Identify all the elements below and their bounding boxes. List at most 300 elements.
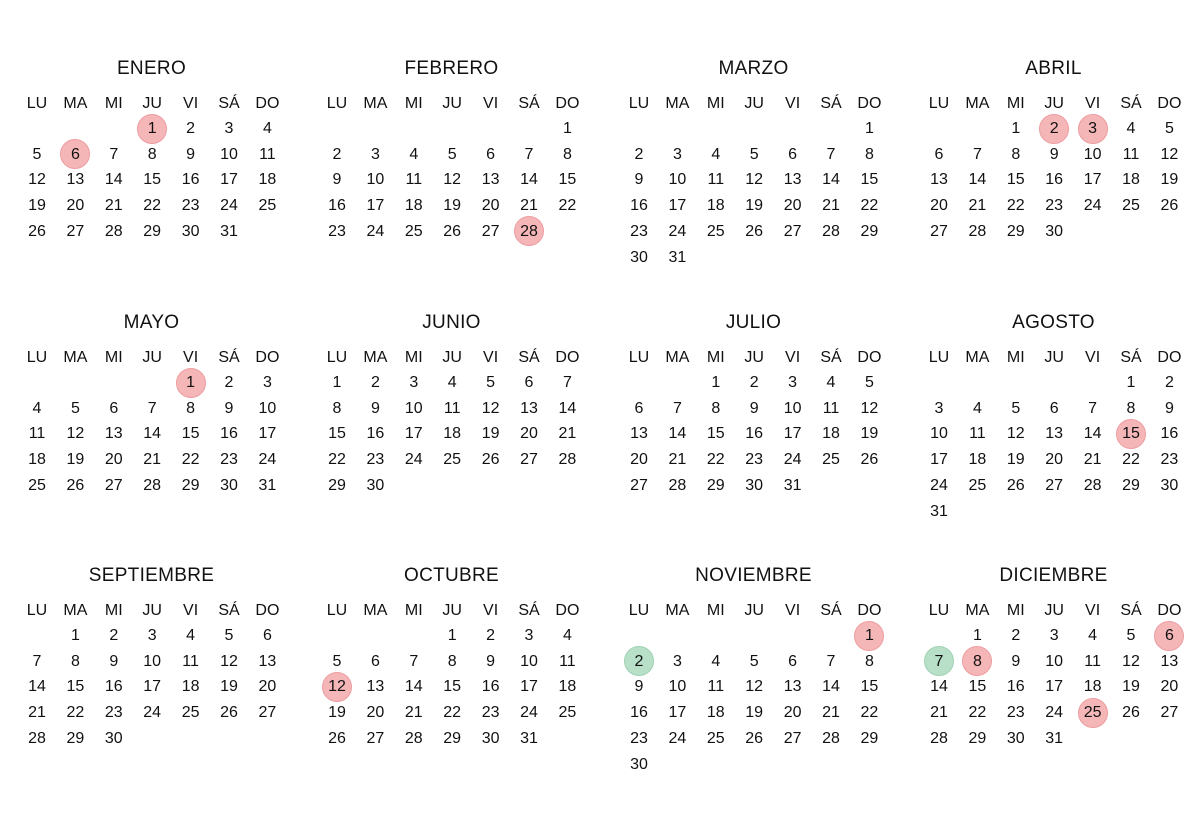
day-cell[interactable] [812, 193, 850, 218]
day-cell[interactable] [510, 193, 548, 218]
day-cell[interactable] [1035, 674, 1073, 699]
day-cell[interactable] [997, 193, 1035, 218]
day-cell[interactable] [210, 193, 248, 218]
day-cell[interactable] [18, 142, 56, 167]
day-cell[interactable] [1112, 167, 1150, 192]
day-cell[interactable] [735, 700, 773, 725]
day-cell[interactable] [548, 193, 586, 218]
day-cell[interactable] [318, 649, 356, 674]
day-cell[interactable] [620, 473, 658, 498]
day-cell[interactable] [56, 396, 94, 421]
day-cell[interactable] [997, 473, 1035, 498]
day-cell[interactable] [697, 219, 735, 244]
day-cell[interactable] [18, 447, 56, 472]
day-cell[interactable] [172, 623, 210, 648]
day-cell[interactable] [356, 193, 394, 218]
day-cell[interactable] [920, 167, 958, 192]
day-cell[interactable] [1035, 219, 1073, 244]
day-cell[interactable] [1035, 726, 1073, 751]
day-cell[interactable] [774, 370, 812, 395]
day-cell[interactable] [133, 674, 171, 699]
day-cell[interactable] [850, 421, 888, 446]
day-cell[interactable] [658, 473, 696, 498]
day-cell[interactable] [548, 370, 586, 395]
day-cell[interactable] [958, 649, 996, 674]
day-cell[interactable] [395, 674, 433, 699]
day-cell[interactable] [1150, 142, 1188, 167]
day-cell[interactable] [812, 700, 850, 725]
day-cell[interactable] [433, 370, 471, 395]
day-cell[interactable] [774, 142, 812, 167]
day-cell[interactable] [548, 116, 586, 141]
day-cell[interactable] [997, 447, 1035, 472]
day-cell[interactable] [620, 142, 658, 167]
day-cell[interactable] [318, 167, 356, 192]
day-cell[interactable] [620, 752, 658, 777]
day-cell[interactable] [658, 245, 696, 270]
day-cell[interactable] [812, 370, 850, 395]
day-cell[interactable] [1035, 396, 1073, 421]
day-cell[interactable] [735, 726, 773, 751]
day-cell[interactable] [172, 396, 210, 421]
day-cell[interactable] [172, 473, 210, 498]
day-cell[interactable] [620, 674, 658, 699]
day-cell[interactable] [56, 649, 94, 674]
day-cell[interactable] [210, 473, 248, 498]
day-cell[interactable] [248, 623, 286, 648]
day-cell[interactable] [850, 370, 888, 395]
day-cell[interactable] [472, 623, 510, 648]
day-cell[interactable] [548, 623, 586, 648]
day-cell[interactable] [18, 219, 56, 244]
day-cell[interactable] [658, 649, 696, 674]
day-cell[interactable] [774, 447, 812, 472]
day-cell[interactable] [356, 473, 394, 498]
day-cell[interactable] [958, 396, 996, 421]
day-cell[interactable] [95, 473, 133, 498]
day-cell[interactable] [548, 649, 586, 674]
day-cell[interactable] [18, 674, 56, 699]
day-cell[interactable] [472, 193, 510, 218]
day-cell[interactable] [920, 142, 958, 167]
day-cell[interactable] [510, 421, 548, 446]
day-cell[interactable] [395, 142, 433, 167]
day-cell[interactable] [997, 700, 1035, 725]
day-cell[interactable] [172, 116, 210, 141]
day-cell[interactable] [18, 396, 56, 421]
day-cell[interactable] [318, 726, 356, 751]
day-cell[interactable] [735, 674, 773, 699]
day-cell[interactable] [997, 726, 1035, 751]
day-cell[interactable] [172, 649, 210, 674]
day-cell[interactable] [774, 473, 812, 498]
day-cell[interactable] [697, 167, 735, 192]
day-cell[interactable] [958, 167, 996, 192]
day-cell[interactable] [18, 167, 56, 192]
day-cell[interactable] [1150, 623, 1188, 648]
day-cell[interactable] [356, 370, 394, 395]
day-cell[interactable] [433, 700, 471, 725]
day-cell[interactable] [658, 421, 696, 446]
day-cell[interactable] [958, 142, 996, 167]
day-cell[interactable] [620, 167, 658, 192]
day-cell[interactable] [248, 116, 286, 141]
day-cell[interactable] [774, 396, 812, 421]
day-cell[interactable] [958, 473, 996, 498]
day-cell[interactable] [1112, 447, 1150, 472]
day-cell[interactable] [56, 193, 94, 218]
day-cell[interactable] [997, 396, 1035, 421]
day-cell[interactable] [210, 167, 248, 192]
day-cell[interactable] [958, 700, 996, 725]
day-cell[interactable] [1074, 473, 1112, 498]
day-cell[interactable] [318, 219, 356, 244]
day-cell[interactable] [510, 649, 548, 674]
day-cell[interactable] [95, 396, 133, 421]
day-cell[interactable] [433, 726, 471, 751]
day-cell[interactable] [356, 142, 394, 167]
day-cell[interactable] [697, 370, 735, 395]
day-cell[interactable] [548, 421, 586, 446]
day-cell[interactable] [56, 167, 94, 192]
day-cell[interactable] [1035, 649, 1073, 674]
day-cell[interactable] [433, 623, 471, 648]
day-cell[interactable] [1074, 700, 1112, 725]
day-cell[interactable] [958, 623, 996, 648]
day-cell[interactable] [56, 623, 94, 648]
day-cell[interactable] [812, 649, 850, 674]
day-cell[interactable] [133, 447, 171, 472]
day-cell[interactable] [248, 142, 286, 167]
day-cell[interactable] [850, 700, 888, 725]
day-cell[interactable] [735, 167, 773, 192]
day-cell[interactable] [997, 421, 1035, 446]
day-cell[interactable] [774, 700, 812, 725]
day-cell[interactable] [997, 116, 1035, 141]
day-cell[interactable] [210, 421, 248, 446]
day-cell[interactable] [958, 219, 996, 244]
day-cell[interactable] [395, 193, 433, 218]
day-cell[interactable] [850, 167, 888, 192]
day-cell[interactable] [1035, 167, 1073, 192]
day-cell[interactable] [997, 649, 1035, 674]
day-cell[interactable] [18, 726, 56, 751]
day-cell[interactable] [735, 421, 773, 446]
day-cell[interactable] [774, 193, 812, 218]
day-cell[interactable] [356, 219, 394, 244]
day-cell[interactable] [774, 649, 812, 674]
day-cell[interactable] [395, 219, 433, 244]
day-cell[interactable] [1112, 370, 1150, 395]
day-cell[interactable] [697, 700, 735, 725]
day-cell[interactable] [395, 370, 433, 395]
day-cell[interactable] [210, 116, 248, 141]
day-cell[interactable] [1112, 396, 1150, 421]
day-cell[interactable] [248, 649, 286, 674]
day-cell[interactable] [1035, 447, 1073, 472]
day-cell[interactable] [997, 167, 1035, 192]
day-cell[interactable] [850, 116, 888, 141]
day-cell[interactable] [18, 649, 56, 674]
day-cell[interactable] [56, 700, 94, 725]
day-cell[interactable] [1112, 623, 1150, 648]
day-cell[interactable] [510, 447, 548, 472]
day-cell[interactable] [920, 700, 958, 725]
day-cell[interactable] [472, 649, 510, 674]
day-cell[interactable] [735, 370, 773, 395]
day-cell[interactable] [395, 396, 433, 421]
day-cell[interactable] [1112, 700, 1150, 725]
day-cell[interactable] [318, 193, 356, 218]
day-cell[interactable] [920, 499, 958, 524]
day-cell[interactable] [1074, 623, 1112, 648]
day-cell[interactable] [1074, 167, 1112, 192]
day-cell[interactable] [658, 193, 696, 218]
day-cell[interactable] [172, 219, 210, 244]
day-cell[interactable] [318, 142, 356, 167]
day-cell[interactable] [620, 700, 658, 725]
day-cell[interactable] [248, 473, 286, 498]
day-cell[interactable] [812, 167, 850, 192]
day-cell[interactable] [133, 649, 171, 674]
day-cell[interactable] [548, 396, 586, 421]
day-cell[interactable] [620, 219, 658, 244]
day-cell[interactable] [920, 674, 958, 699]
day-cell[interactable] [56, 473, 94, 498]
day-cell[interactable] [658, 447, 696, 472]
day-cell[interactable] [697, 473, 735, 498]
day-cell[interactable] [920, 473, 958, 498]
day-cell[interactable] [812, 396, 850, 421]
day-cell[interactable] [850, 649, 888, 674]
day-cell[interactable] [433, 396, 471, 421]
day-cell[interactable] [133, 116, 171, 141]
day-cell[interactable] [95, 726, 133, 751]
day-cell[interactable] [658, 726, 696, 751]
day-cell[interactable] [1074, 421, 1112, 446]
day-cell[interactable] [1150, 649, 1188, 674]
day-cell[interactable] [1150, 700, 1188, 725]
day-cell[interactable] [172, 421, 210, 446]
day-cell[interactable] [920, 447, 958, 472]
day-cell[interactable] [1035, 193, 1073, 218]
day-cell[interactable] [95, 193, 133, 218]
day-cell[interactable] [172, 447, 210, 472]
day-cell[interactable] [18, 700, 56, 725]
day-cell[interactable] [172, 674, 210, 699]
day-cell[interactable] [433, 447, 471, 472]
day-cell[interactable] [1074, 116, 1112, 141]
day-cell[interactable] [812, 726, 850, 751]
day-cell[interactable] [472, 167, 510, 192]
day-cell[interactable] [95, 219, 133, 244]
day-cell[interactable] [248, 370, 286, 395]
day-cell[interactable] [248, 396, 286, 421]
day-cell[interactable] [735, 473, 773, 498]
day-cell[interactable] [395, 700, 433, 725]
day-cell[interactable] [56, 142, 94, 167]
day-cell[interactable] [920, 219, 958, 244]
day-cell[interactable] [172, 142, 210, 167]
day-cell[interactable] [658, 674, 696, 699]
day-cell[interactable] [433, 193, 471, 218]
day-cell[interactable] [472, 370, 510, 395]
day-cell[interactable] [395, 167, 433, 192]
day-cell[interactable] [133, 421, 171, 446]
day-cell[interactable] [472, 726, 510, 751]
day-cell[interactable] [1074, 396, 1112, 421]
day-cell[interactable] [248, 700, 286, 725]
day-cell[interactable] [510, 726, 548, 751]
day-cell[interactable] [997, 219, 1035, 244]
day-cell[interactable] [210, 674, 248, 699]
day-cell[interactable] [356, 167, 394, 192]
day-cell[interactable] [1035, 623, 1073, 648]
day-cell[interactable] [850, 142, 888, 167]
day-cell[interactable] [920, 396, 958, 421]
day-cell[interactable] [812, 674, 850, 699]
day-cell[interactable] [133, 219, 171, 244]
day-cell[interactable] [1035, 142, 1073, 167]
day-cell[interactable] [620, 447, 658, 472]
day-cell[interactable] [510, 167, 548, 192]
day-cell[interactable] [133, 623, 171, 648]
day-cell[interactable] [472, 396, 510, 421]
day-cell[interactable] [433, 219, 471, 244]
day-cell[interactable] [248, 167, 286, 192]
day-cell[interactable] [510, 219, 548, 244]
day-cell[interactable] [997, 674, 1035, 699]
day-cell[interactable] [210, 396, 248, 421]
day-cell[interactable] [735, 447, 773, 472]
day-cell[interactable] [510, 370, 548, 395]
day-cell[interactable] [95, 447, 133, 472]
day-cell[interactable] [56, 219, 94, 244]
day-cell[interactable] [172, 700, 210, 725]
day-cell[interactable] [1112, 473, 1150, 498]
day-cell[interactable] [1112, 116, 1150, 141]
day-cell[interactable] [356, 396, 394, 421]
day-cell[interactable] [356, 700, 394, 725]
day-cell[interactable] [1112, 193, 1150, 218]
day-cell[interactable] [1112, 649, 1150, 674]
day-cell[interactable] [697, 193, 735, 218]
day-cell[interactable] [850, 447, 888, 472]
day-cell[interactable] [997, 623, 1035, 648]
day-cell[interactable] [958, 674, 996, 699]
day-cell[interactable] [1150, 473, 1188, 498]
day-cell[interactable] [510, 142, 548, 167]
day-cell[interactable] [248, 674, 286, 699]
day-cell[interactable] [133, 396, 171, 421]
day-cell[interactable] [697, 649, 735, 674]
day-cell[interactable] [56, 447, 94, 472]
day-cell[interactable] [318, 421, 356, 446]
day-cell[interactable] [920, 726, 958, 751]
day-cell[interactable] [658, 219, 696, 244]
day-cell[interactable] [395, 726, 433, 751]
day-cell[interactable] [1150, 370, 1188, 395]
day-cell[interactable] [850, 396, 888, 421]
day-cell[interactable] [1112, 142, 1150, 167]
day-cell[interactable] [433, 421, 471, 446]
day-cell[interactable] [697, 421, 735, 446]
day-cell[interactable] [658, 700, 696, 725]
day-cell[interactable] [133, 167, 171, 192]
day-cell[interactable] [658, 396, 696, 421]
day-cell[interactable] [318, 447, 356, 472]
day-cell[interactable] [658, 167, 696, 192]
day-cell[interactable] [774, 219, 812, 244]
day-cell[interactable] [850, 623, 888, 648]
day-cell[interactable] [958, 726, 996, 751]
day-cell[interactable] [472, 421, 510, 446]
day-cell[interactable] [697, 142, 735, 167]
day-cell[interactable] [1074, 193, 1112, 218]
day-cell[interactable] [774, 674, 812, 699]
day-cell[interactable] [812, 447, 850, 472]
day-cell[interactable] [920, 649, 958, 674]
day-cell[interactable] [812, 421, 850, 446]
day-cell[interactable] [1074, 674, 1112, 699]
day-cell[interactable] [735, 219, 773, 244]
day-cell[interactable] [56, 674, 94, 699]
day-cell[interactable] [248, 193, 286, 218]
day-cell[interactable] [1112, 421, 1150, 446]
day-cell[interactable] [248, 447, 286, 472]
day-cell[interactable] [850, 674, 888, 699]
day-cell[interactable] [958, 421, 996, 446]
day-cell[interactable] [356, 421, 394, 446]
day-cell[interactable] [735, 193, 773, 218]
day-cell[interactable] [356, 726, 394, 751]
day-cell[interactable] [510, 674, 548, 699]
day-cell[interactable] [318, 370, 356, 395]
day-cell[interactable] [774, 167, 812, 192]
day-cell[interactable] [920, 193, 958, 218]
day-cell[interactable] [95, 421, 133, 446]
day-cell[interactable] [395, 421, 433, 446]
day-cell[interactable] [210, 142, 248, 167]
day-cell[interactable] [812, 219, 850, 244]
day-cell[interactable] [433, 142, 471, 167]
day-cell[interactable] [620, 649, 658, 674]
day-cell[interactable] [356, 674, 394, 699]
day-cell[interactable] [472, 674, 510, 699]
day-cell[interactable] [1035, 473, 1073, 498]
day-cell[interactable] [620, 421, 658, 446]
day-cell[interactable] [210, 370, 248, 395]
day-cell[interactable] [472, 219, 510, 244]
day-cell[interactable] [56, 421, 94, 446]
day-cell[interactable] [1150, 116, 1188, 141]
day-cell[interactable] [850, 193, 888, 218]
day-cell[interactable] [95, 623, 133, 648]
day-cell[interactable] [318, 396, 356, 421]
day-cell[interactable] [997, 142, 1035, 167]
day-cell[interactable] [210, 447, 248, 472]
day-cell[interactable] [95, 167, 133, 192]
day-cell[interactable] [18, 421, 56, 446]
day-cell[interactable] [1112, 674, 1150, 699]
day-cell[interactable] [172, 193, 210, 218]
day-cell[interactable] [1074, 649, 1112, 674]
day-cell[interactable] [1035, 116, 1073, 141]
day-cell[interactable] [620, 193, 658, 218]
day-cell[interactable] [210, 623, 248, 648]
day-cell[interactable] [1150, 167, 1188, 192]
day-cell[interactable] [318, 674, 356, 699]
